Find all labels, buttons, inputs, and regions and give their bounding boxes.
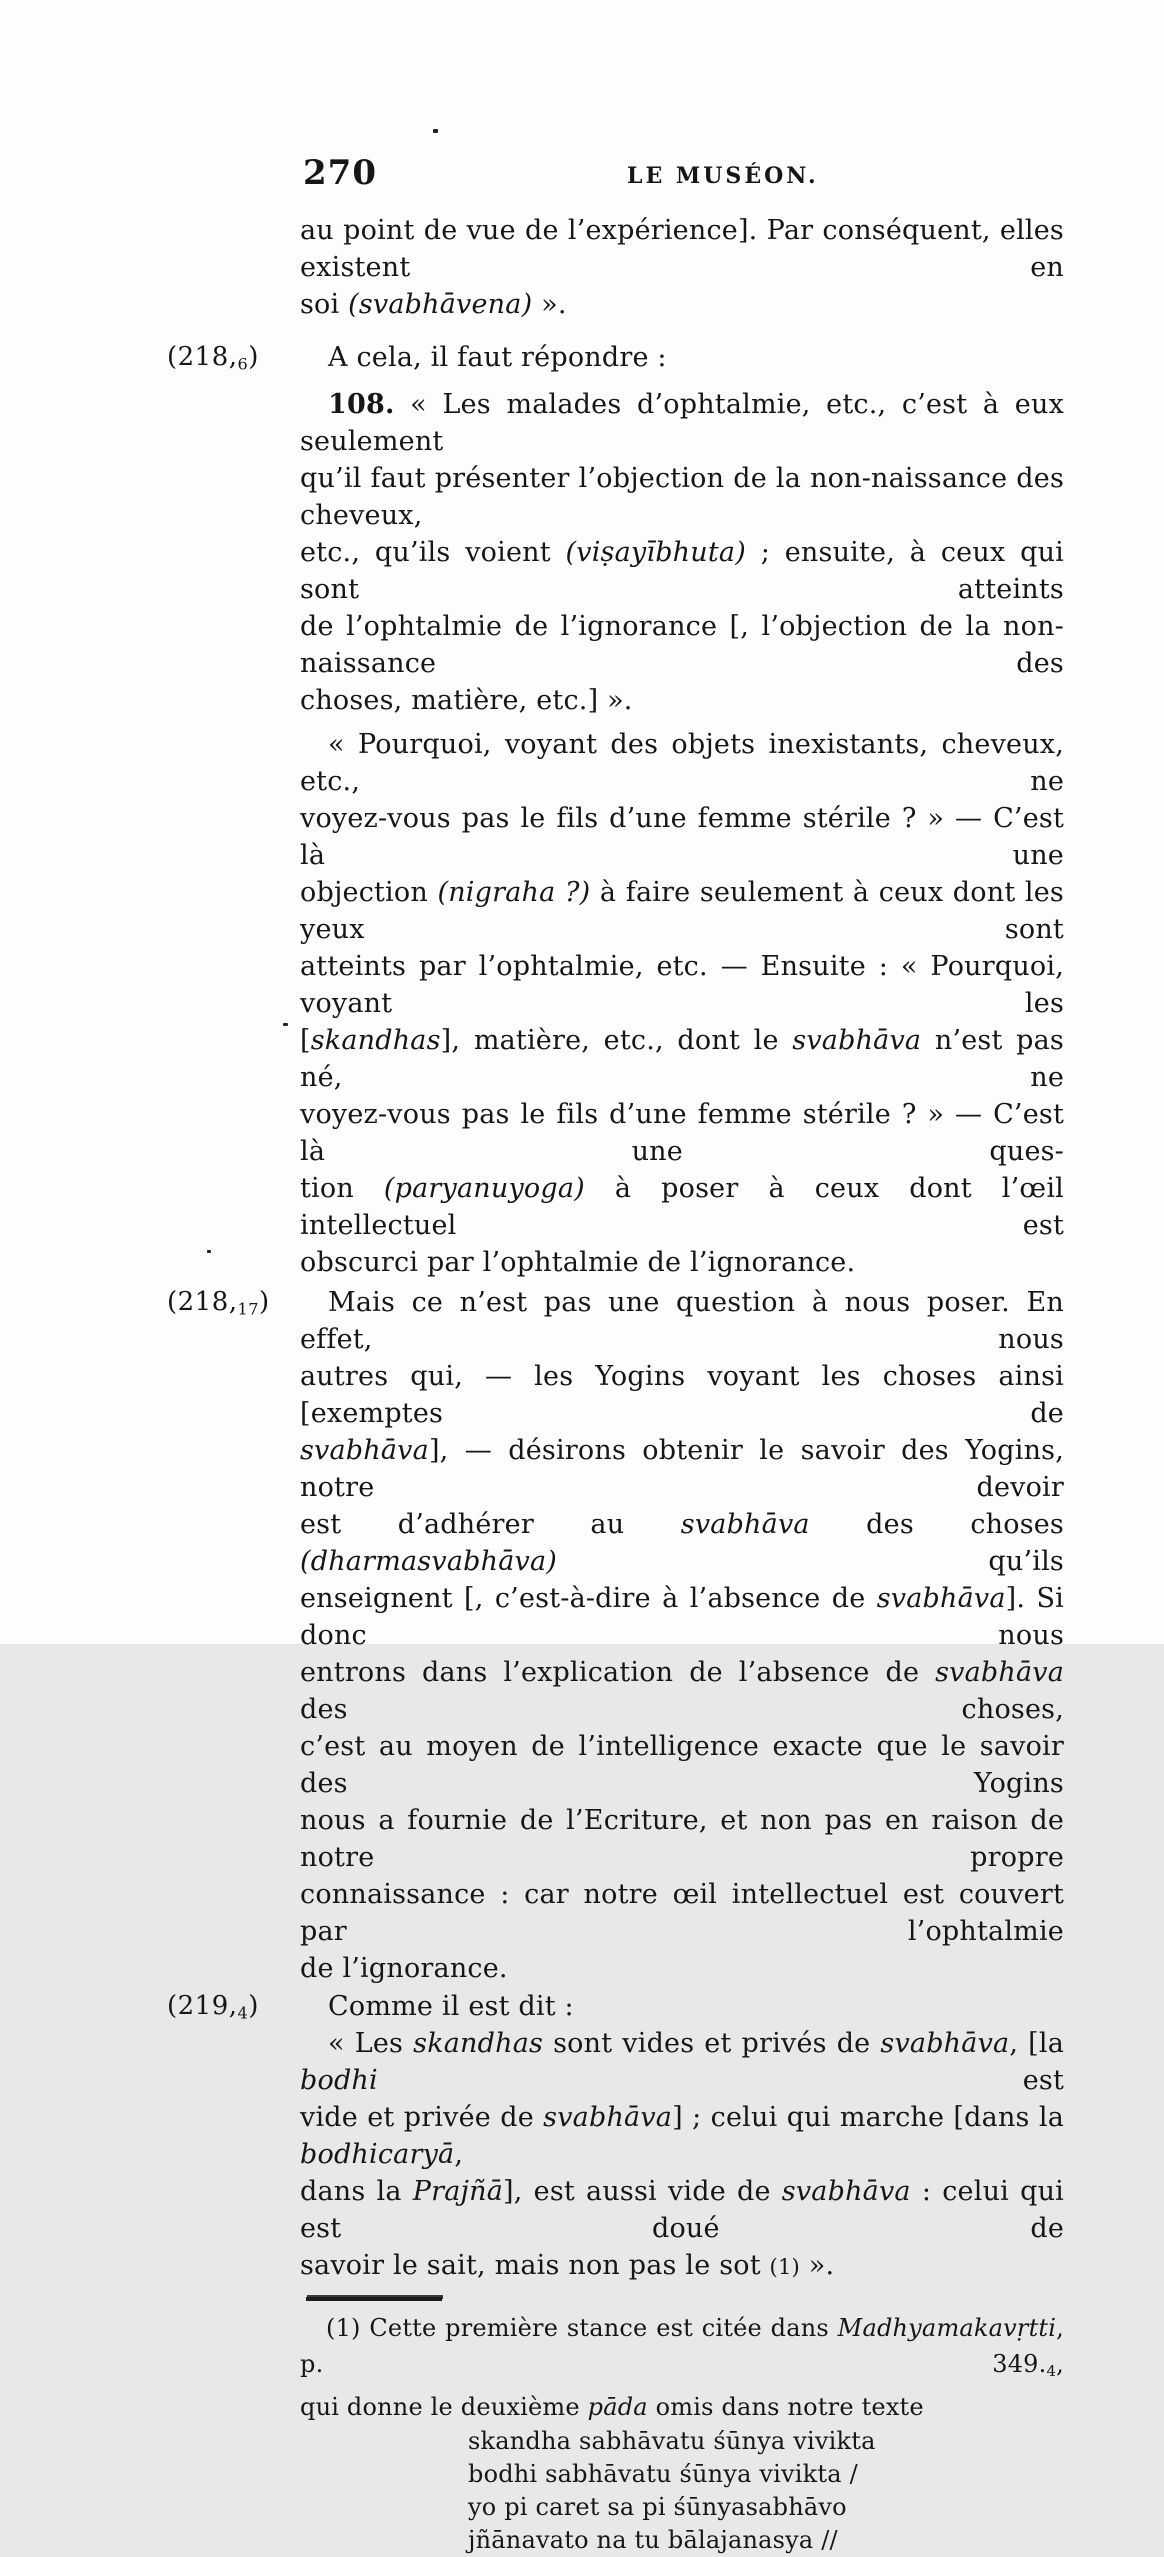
text-line: tion (paryanuyoga) à poser à ceux dont l’œil intellectuel est (300, 1173, 1064, 1241)
ink-speck (283, 1023, 288, 1026)
italic-term: (svabhāvena) (348, 289, 533, 320)
margin-reference: (218,6) (167, 342, 259, 374)
italic-term: skandhas (413, 2028, 544, 2059)
text-line: 108. « Les malades d’ophtalmie, etc., c’est à eux seulement (300, 389, 1064, 457)
text-line: de l’ophtalmie de l’ignorance [, l’objection de la non-naissance des (300, 611, 1064, 679)
italic-term: (viṣayībhuta) (565, 537, 746, 568)
text-line: choses, matière, etc.] ». (300, 685, 633, 716)
italic-term: bodhi (300, 2065, 378, 2096)
text-line: savoir le sait, mais non pas le sot (1) ». (300, 2250, 835, 2281)
text-line: qu’il faut présenter l’objection de la non-naissance des cheveux, (300, 463, 1064, 531)
running-title: LE MUSÉON. (627, 163, 819, 189)
text-line: A cela, il faut répondre : (328, 342, 667, 373)
text-line: « Pourquoi, voyant des objets inexistants, cheveux, etc., ne (300, 729, 1064, 797)
styled-text: 108. (328, 389, 395, 420)
italic-term: svabhāva (935, 1657, 1064, 1688)
text-line: « Les skandhas sont vides et privés de svabhāva, [la bodhi est (300, 2028, 1065, 2096)
italic-term: (paryanuyoga) (383, 1173, 585, 1204)
page-number: 270 (303, 153, 377, 193)
paragraph-108 (300, 386, 1064, 719)
body-text (167, 212, 1065, 2285)
italic-term: svabhāva (880, 2028, 1010, 2059)
italic-term: svabhāva (876, 1583, 1006, 1614)
text-column (167, 212, 1065, 2557)
paragraph-citation (300, 2025, 1064, 2285)
text-line: qui donne le deuxième pāda omis dans notre texte (300, 2393, 924, 2422)
text-line: autres qui, — les Yogins voyant les choses ainsi [exemptes de (300, 1361, 1064, 1429)
text-line: bodhi sabhāvatu śūnya vivikta / (468, 2460, 858, 2489)
text-line: yo pi caret sa pi śūnyasabhāvo (468, 2493, 847, 2522)
footnote (300, 2310, 1064, 2557)
styled-text: 4 (1046, 2362, 1057, 2381)
ink-speck (207, 1250, 211, 1253)
text-line: etc., qu’ils voient (viṣayībhuta) ; ensuite, à ceux qui sont atteints (300, 537, 1064, 605)
text-line: soi (svabhāvena) ». (300, 289, 567, 320)
paragraph-continuation (300, 212, 1064, 323)
italic-term: (dharmasvabhāva) (300, 1546, 557, 1577)
footnote-rule (306, 2297, 442, 2301)
paragraph-pourquoi (300, 726, 1064, 1281)
text-line: enseignent [, c’est-à-dire à l’absence de svabhāva]. Si donc nous (300, 1583, 1064, 1651)
margin-reference: (219,4) (167, 1991, 259, 2023)
italic-term: bodhicaryā (300, 2139, 455, 2170)
text-line: (1) Cette première stance est citée dans Madhyamakavṛtti, p. 349.4, (300, 2314, 1064, 2381)
italic-term: svabhāva (781, 2176, 911, 2207)
text-line: Mais ce n’est pas une question à nous poser. En effet, nous (300, 1287, 1064, 1355)
italic-term: skandhas (310, 1025, 441, 1056)
text-line: atteints par l’ophtalmie, etc. — Ensuite : « Pourquoi, voyant les (300, 951, 1064, 1019)
text-line: vide et privée de svabhāva] ; celui qui marche [dans la bodhicaryā, (300, 2102, 1064, 2170)
margin-reference: (218,17) (167, 1287, 270, 1319)
italic-term: Madhyamakavṛtti (837, 2314, 1057, 2342)
italic-term: pāda (587, 2393, 648, 2422)
italic-term: svabhāva (792, 1025, 922, 1056)
italic-term: svabhāva (680, 1509, 810, 1540)
italic-term: (nigraha ?) (437, 877, 591, 908)
text-line: au point de vue de l’expérience]. Par conséquent, elles existent en (300, 215, 1064, 283)
paragraph-a-cela (167, 339, 1064, 376)
footnote-paragraph (300, 2310, 1064, 2425)
styled-text: (1) (769, 2254, 800, 2279)
italic-term: svabhāva (543, 2102, 673, 2133)
italic-term: Prajñā (412, 2176, 504, 2207)
text-line: nous a fournie de l’Ecriture, et non pas en raison de notre propre (300, 1805, 1064, 1873)
text-line: objection (nigraha ?) à faire seulement à ceux dont les yeux sont (300, 877, 1064, 945)
text-line: de l’ignorance. (300, 1953, 508, 1984)
ink-speck (433, 129, 438, 133)
text-line: skandha sabhāvatu śūnya vivikta (468, 2427, 876, 2456)
italic-term: svabhāva (300, 1435, 429, 1466)
text-line: Comme il est dit : (328, 1991, 574, 2022)
footnote-verse (300, 2425, 1064, 2557)
text-line: obscurci par l’ophtalmie de l’ignorance. (300, 1247, 856, 1278)
text-line: dans la Prajñā], est aussi vide de svabhāva : celui qui est doué de (300, 2176, 1065, 2244)
paragraph-comme-il-est-dit (167, 1988, 1064, 2025)
text-line: voyez-vous pas le fils d’une femme stérile ? » — C’est là une (300, 803, 1064, 871)
text-line: jñānavato na tu bālajanasya // (468, 2526, 838, 2555)
text-line: est d’adhérer au svabhāva des choses (dharmasvabhāva) qu’ils (300, 1509, 1064, 1577)
text-line: entrons dans l’explication de l’absence de svabhāva des choses, (300, 1657, 1064, 1725)
paragraph-mais-ce (167, 1284, 1064, 1987)
text-line: svabhāva], — désirons obtenir le savoir des Yogins, notre devoir (300, 1435, 1064, 1503)
text-line: connaissance : car notre œil intellectuel est couvert par l’ophtalmie (300, 1879, 1064, 1947)
text-line: voyez-vous pas le fils d’une femme stérile ? » — C’est là une ques- (300, 1099, 1064, 1167)
text-line: [skandhas], matière, etc., dont le svabhāva n’est pas né, ne (300, 1025, 1064, 1093)
text-line: c’est au moyen de l’intelligence exacte que le savoir des Yogins (300, 1731, 1064, 1799)
